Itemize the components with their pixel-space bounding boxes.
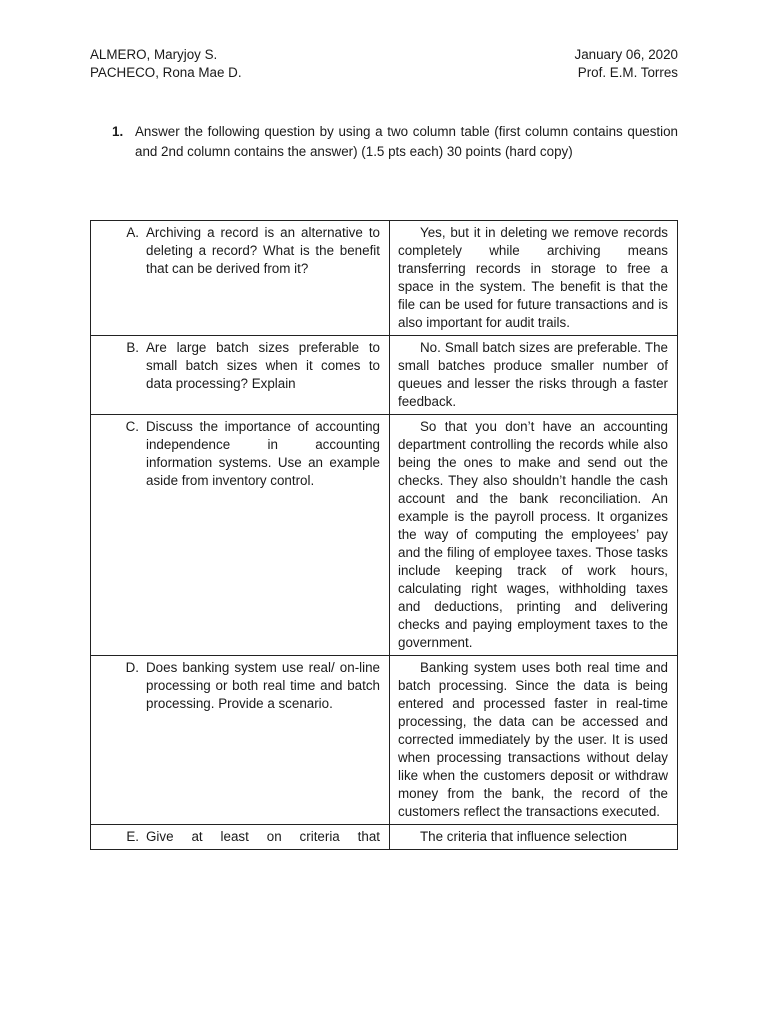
question-cell [91, 415, 390, 656]
author-name: PACHECO, Rona Mae D. [90, 65, 242, 80]
question-text: Give at least on criteria that [146, 829, 380, 844]
question-text: Does banking system use real/ on-line processing or both real time and batch processing. Provide a scenario. [146, 660, 380, 711]
instruction-text: Answer the following question by using a two column table (first column contains question and 2nd column contains the answer) (1.5 pts each) 30 points (hard copy) [135, 124, 678, 159]
instruction-number: 1. [112, 124, 124, 139]
table-row [91, 656, 678, 825]
question-instruction [112, 122, 678, 161]
table-row [91, 415, 678, 656]
question-letter: A. [126, 225, 139, 240]
question-text: Archiving a record is an alternative to deleting a record? What is the benefit that can be derived from it? [146, 225, 380, 276]
answer-cell [390, 336, 678, 415]
date-professor-block [575, 46, 678, 82]
table-row [91, 336, 678, 415]
answer-cell [390, 825, 678, 850]
document-date: January 06, 2020 [574, 47, 678, 62]
question-cell [91, 825, 390, 850]
answer-text: Yes, but it in deleting we remove records completely while archiving means transferring records in storage to free a space in the system. The benefit is that the file can be used for future transactions and is also important for audit trails. [398, 225, 668, 330]
question-text: Discuss the importance of accounting independence in accounting information systems. Use an example aside from inventory control. [146, 419, 380, 488]
answer-cell [390, 221, 678, 336]
question-cell [91, 221, 390, 336]
question-letter: C. [125, 419, 139, 434]
answer-text: So that you don’t have an accounting department controlling the records while also being the ones to make and send out the checks. They also shouldn’t handle the cash account and the bank reconciliation. An example is the payroll process. It organizes the way of computing the employees’ pay and the filing of employee taxes. Those tasks include keeping track of work hours, calculating right wages, withholding taxes and deductions, printing and delivering checks and paying employment taxes to the government. [398, 419, 668, 650]
answer-cell [390, 415, 678, 656]
table-row [91, 221, 678, 336]
professor-name: Prof. E.M. Torres [577, 65, 678, 80]
author-name: ALMERO, Maryjoy S. [90, 47, 218, 62]
table-row [91, 825, 678, 850]
question-letter: E. [126, 829, 139, 844]
question-letter: B. [126, 340, 139, 355]
question-cell [91, 336, 390, 415]
answer-cell [390, 656, 678, 825]
authors-block [90, 46, 242, 82]
question-letter: D. [125, 660, 139, 675]
answer-text: Banking system uses both real time and batch processing. Since the data is being entered and processed faster in real-time processing, the data can be accessed and corrected immediately by the user. It is used when processing transactions without delay like when the customers deposit or withdraw money from the bank, the record of the customers reflect the transactions executed. [398, 660, 668, 819]
answer-text: No. Small batch sizes are preferable. The small batches produce smaller number of queues and lesser the risks through a faster feedback. [398, 340, 668, 409]
question-text: Are large batch sizes preferable to small batch sizes when it comes to data processing? Explain [146, 340, 380, 391]
question-cell [91, 656, 390, 825]
qa-table [90, 220, 678, 850]
answer-text: The criteria that influence selection [420, 829, 627, 844]
